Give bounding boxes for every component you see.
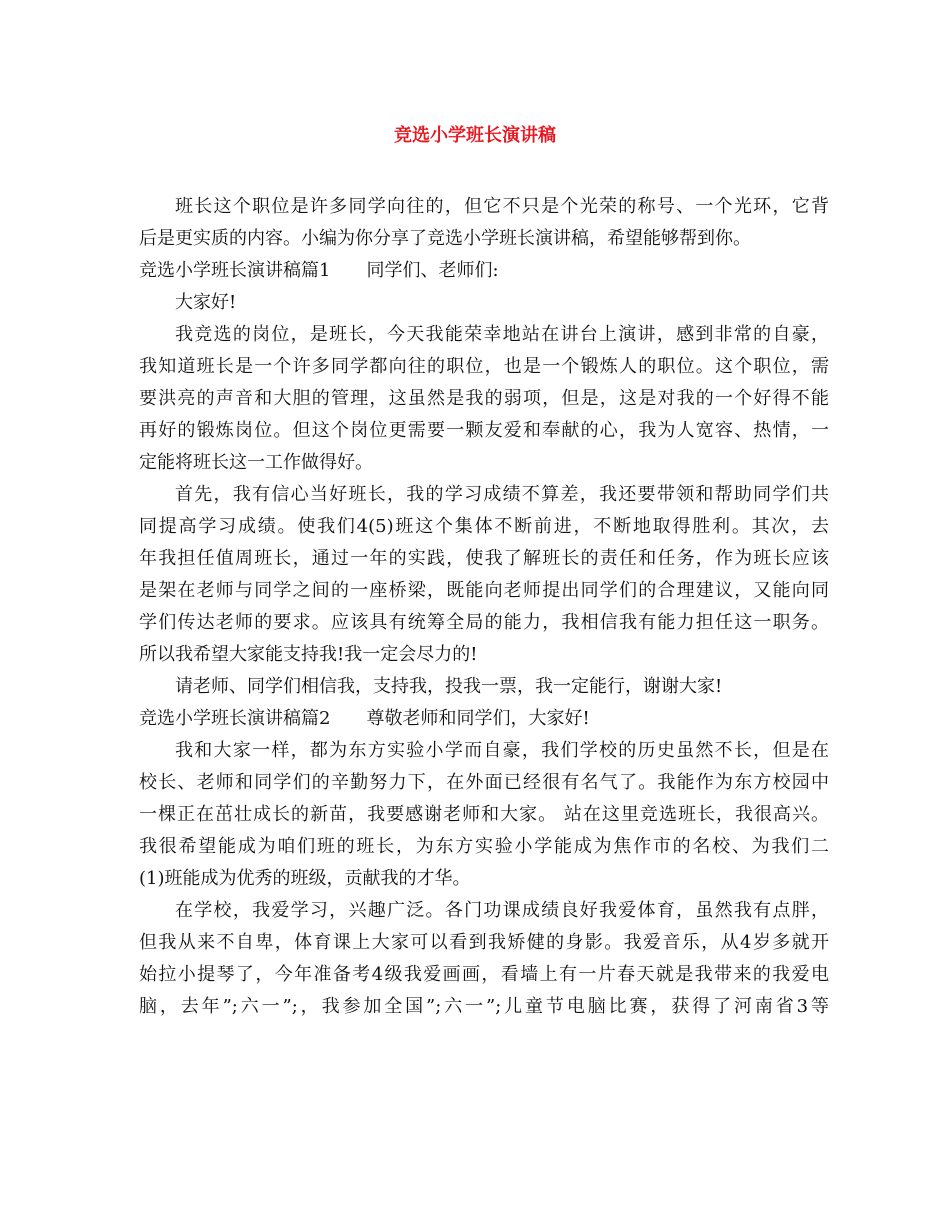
paragraph-line: 大家好! — [175, 292, 237, 313]
section-heading: 竞选小学班长演讲稿篇2 — [139, 708, 331, 729]
paragraph-line: 一棵正在茁壮成长的新苗，我要感谢老师和大家。 站在这里竞选班长，我很高兴。 — [139, 804, 829, 825]
paragraph-line: 所以我希望大家能支持我!我一定会尽力的! — [139, 644, 478, 665]
paragraph-line: 校长、老师和同学们的辛勤努力下，在外面已经很有名气了。我能作为东方校园中 — [139, 772, 829, 793]
paragraph-line: 脑，去年”;六一”;，我参加全国”;六一”;儿童节电脑比赛，获得了河南省3等 — [139, 996, 829, 1017]
paragraph-line: 同提高学习成绩。使我们4(5)班这个集体不断前进，不断地取得胜利。其次，去 — [139, 516, 829, 537]
paragraph-line: 首先，我有信心当好班长，我的学习成绩不算差，我还要带领和帮助同学们共 — [175, 484, 829, 505]
salutation-text: 尊敬老师和同学们，大家好! — [366, 708, 590, 729]
paragraph-line: 请老师、同学们相信我，支持我，投我一票，我一定能行，谢谢大家! — [175, 676, 723, 697]
paragraph-line: 班长这个职位是许多同学向往的，但它不只是个光荣的称号、一个光环，它背 — [175, 196, 829, 217]
paragraph-line: (1)班能成为优秀的班级，贡献我的才华。 — [139, 868, 471, 889]
paragraph-line: 学们传达老师的要求。应该具有统筹全局的能力，我相信我有能力担任这一职务。 — [139, 612, 829, 633]
paragraph-line: 年我担任值周班长，通过一年的实践，使我了解班长的责任和任务，作为班长应该 — [139, 548, 829, 569]
paragraph-line: 再好的锻炼岗位。但这个岗位更需要一颗友爱和奉献的心，我为人宽容、热情，一 — [139, 420, 829, 441]
section-heading-line — [139, 703, 829, 735]
paragraph-line: 是架在老师与同学之间的一座桥梁，既能向老师提出同学们的合理建议，又能向同 — [139, 580, 829, 601]
document-body — [139, 191, 829, 1023]
paragraph-line: 我很希望能成为咱们班的班长，为东方实验小学能成为焦作市的名校、为我们二 — [139, 836, 829, 857]
paragraph-line: 我竞选的岗位，是班长，今天我能荣幸地站在讲台上演讲，感到非常的自豪， — [175, 324, 829, 345]
paragraph-line: 始拉小提琴了，今年准备考4级我爱画画，看墙上有一片春天就是我带来的我爱电 — [139, 964, 829, 985]
paragraph-line: 我知道班长是一个许多同学都向往的职位，也是一个锻炼人的职位。这个职位，需 — [139, 356, 829, 377]
paragraph-line: 要洪亮的声音和大胆的管理，这虽然是我的弱项，但是，这是对我的一个好得不能 — [139, 388, 829, 409]
paragraph-line: 定能将班长这一工作做得好。 — [139, 452, 373, 473]
section-heading: 竞选小学班长演讲稿篇1 — [139, 260, 331, 281]
paragraph-line: 但我从来不自卑，体育课上大家可以看到我矫健的身影。我爱音乐，从4岁多就开 — [139, 932, 829, 953]
paragraph-line: 我和大家一样，都为东方实验小学而自豪，我们学校的历史虽然不长，但是在 — [175, 740, 829, 761]
salutation-text: 同学们、老师们: — [366, 260, 499, 281]
paragraph-line: 在学校，我爱学习，兴趣广泛。各门功课成绩良好我爱体育，虽然我有点胖， — [175, 900, 829, 921]
document-title: 竞选小学班长演讲稿 — [394, 125, 556, 146]
section-heading-line — [139, 255, 829, 287]
paragraph-line: 后是更实质的内容。小编为你分享了竞选小学班长演讲稿，希望能够帮到你。 — [139, 228, 751, 249]
